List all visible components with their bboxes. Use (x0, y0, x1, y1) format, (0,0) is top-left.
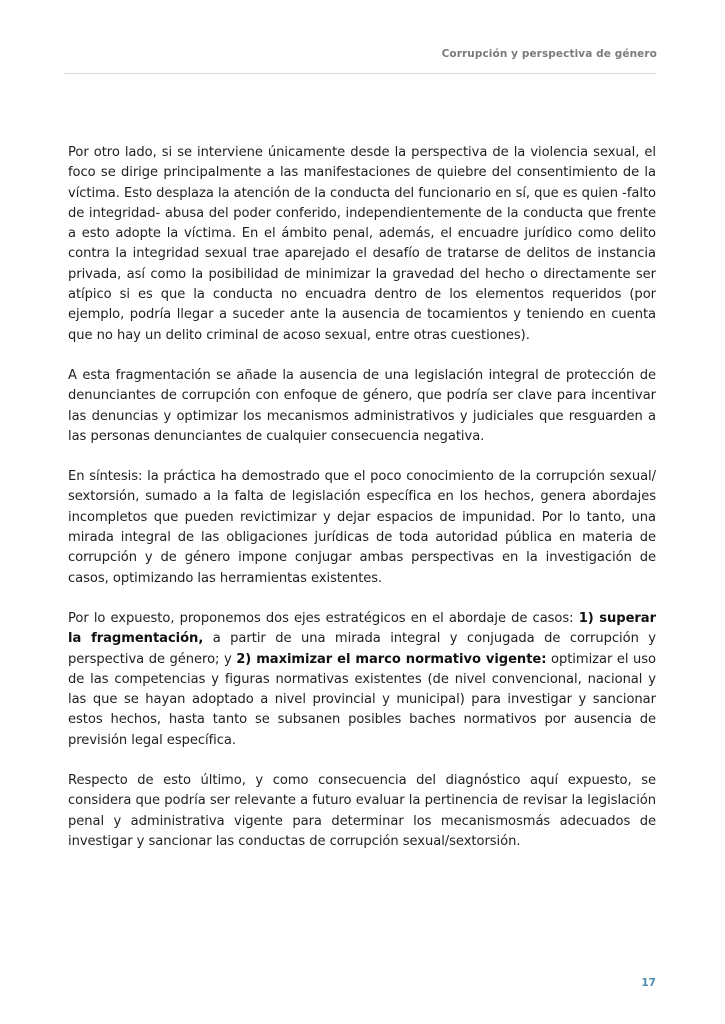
paragraph-5: Respecto de esto último, y como consecuencia del diagnóstico aquí expuesto, se considera que podría ser relevante a futuro evaluar la pertinencia de revisar la legislación penal y administrativa vigente para determinar los mecanismosmás adecuados de investigar y sancionar las conductas de corrupción sexual/sextorsión. (68, 773, 656, 849)
paragraph-4-bold-2: 2) maximizar el marco normativo vigente: (236, 651, 547, 667)
paragraph-4-intro: Por lo expuesto, proponemos dos ejes estratégicos en el abordaje de casos: (68, 610, 579, 626)
page-number: 17 (641, 977, 656, 989)
paragraph-2: A esta fragmentación se añade la ausencia de una legislación integral de protección de denunciantes de corrupción con enfoque de género, que podría ser clave para incentivar las denuncias y optimizar los mecanismos administrativos y judiciales que resguarden a las personas denunciantes de cualquier consecuencia negativa. (68, 367, 656, 444)
running-header: Corrupción y perspectiva de género (441, 48, 657, 60)
header-divider (64, 73, 656, 74)
paragraph-1: Por otro lado, si se interviene únicamente desde la perspectiva de la violencia sexual, el foco se dirige principalmente a las manifestaciones de quiebre del consentimiento de la víctima. Esto desplaza la atención de la conducta del funcionario en sí, que es quien -falto de integridad- abusa del poder conferido, independientemente de la conducta que frente a esto adopte la víctima. En el ámbito penal, además, el encuadre jurídico como delito contra la integridad sexual trae aparejado el desafío de tratarse de delitos de instancia privada, así como la posibilidad de minimizar la gravedad del hecho o directamente ser atípico si es que la conducta no encuadra dentro de los elementos requeridos (por ejemplo, podría llegar a suceder ante la ausencia de tocamientos y teniendo en cuenta que no hay un delito criminal de acoso sexual, entre otras cuestiones). (68, 145, 656, 343)
paragraph-4 (68, 609, 656, 751)
paragraph-4-bold-1: 1) superar la fragmentación, (68, 610, 656, 647)
paragraph-4-mid: a partir de una mirada integral y conjugada de corrupción y perspectiva de género; y (68, 631, 656, 667)
paragraph-3: En síntesis: la práctica ha demostrado que el poco conocimiento de la corrupción sexual/ sextorsión, sumado a la falta de legislación específica en los hechos, genera abordajes incompletos que pueden revictimizar y dejar espacios de impunidad. Por lo tanto, una mirada integral de las obligaciones jurídicas de toda autoridad pública en materia de corrupción y de género impone conjugar ambas perspectivas en la investigación de casos, optimizando las herramientas existentes. (68, 469, 656, 586)
document-body (68, 143, 656, 872)
paragraph-4-end: optimizar el uso de las competencias y figuras normativas existentes (de nivel convencional, nacional y las que se hayan adoptado a nivel provincial y municipal) para investigar y sancionar estos hechos, hasta tanto se subsanen posibles baches normativos por ausencia de previsión legal específica. (68, 651, 657, 748)
